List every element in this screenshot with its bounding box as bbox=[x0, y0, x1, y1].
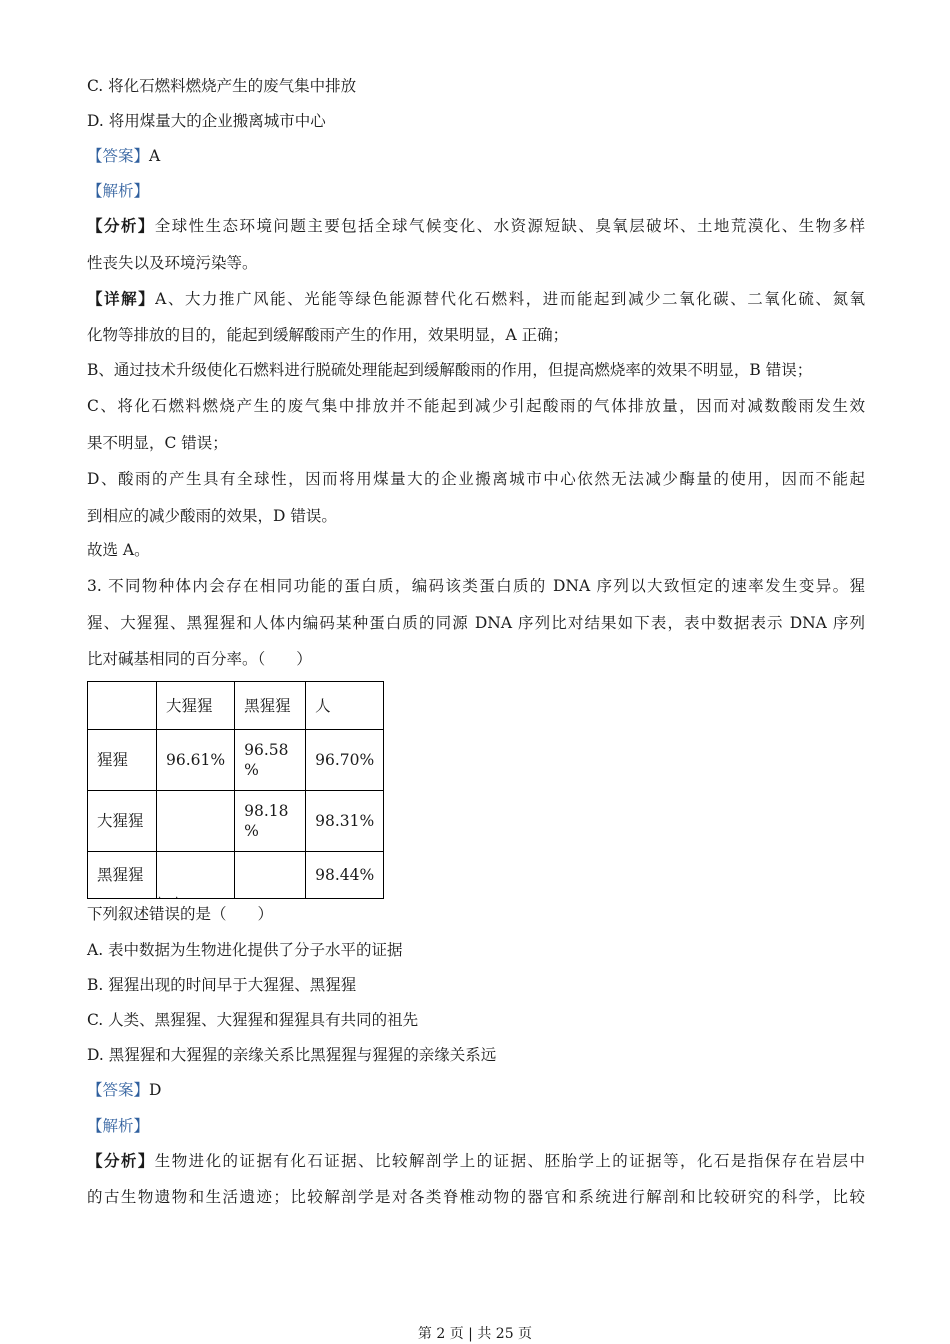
analysis-tag: 【解析】 bbox=[87, 182, 150, 200]
dna-comparison-table bbox=[87, 681, 384, 899]
q3-stem-line2: 猩、大猩猩、黑猩猩和人体内编码某种蛋白质的同源 DNA 序列比对结果如下表，表中数据表示 DNA 序列 bbox=[87, 614, 865, 632]
answer-value: A bbox=[149, 147, 161, 165]
table-header-cell: 人 bbox=[306, 682, 384, 730]
q2-answer bbox=[87, 145, 865, 167]
q3-fenxi-line2: 的古生物遗物和生活遗迹；比较解剖学是对各类脊椎动物的器官和系统进行解剖和比较研究的科学，比较 bbox=[87, 1188, 865, 1206]
page-footer: 第 2 页 | 共 25 页 bbox=[417, 1326, 533, 1342]
table-cell: 98.44% bbox=[306, 852, 384, 899]
q2-xiangjie-line2: 化物等排放的目的，能起到缓解酸雨产生的作用，效果明显，A 正确； bbox=[87, 326, 569, 344]
table-cell: 98.18 % bbox=[235, 791, 306, 852]
answer-tag: 【答案】 bbox=[87, 1081, 150, 1099]
q3-fenxi-line1 bbox=[87, 1150, 865, 1172]
table-cell bbox=[235, 852, 306, 899]
table-cell: 96.70% bbox=[306, 730, 384, 791]
xiangjie-tag: 【详解】 bbox=[87, 289, 156, 308]
table-row bbox=[88, 852, 384, 899]
table-header-cell bbox=[88, 682, 157, 730]
q2-xiangjie-line1 bbox=[87, 288, 865, 310]
q2-fenxi-line2: 性丧失以及环境污染等。 bbox=[87, 254, 258, 272]
q3-stem-line3: 比对碱基相同的百分率。（ ） bbox=[87, 650, 312, 668]
table-header-cell: 黑猩猩 bbox=[235, 682, 306, 730]
table-header-row bbox=[88, 682, 384, 730]
q2-c-line2: 果不明显，C 错误； bbox=[87, 434, 228, 452]
q2-conclusion: 故选 A。 bbox=[87, 541, 150, 559]
fenxi-text: 生物进化的证据有化石证据、比较解剖学上的证据、胚胎学上的证据等，化石是指保存在岩层中 bbox=[154, 1152, 865, 1170]
fenxi-tag: 【分析】 bbox=[87, 1151, 155, 1170]
q3-analysis-heading bbox=[87, 1115, 865, 1137]
question-suffix: 的是（ ） bbox=[180, 905, 274, 923]
table-cell: 98.31% bbox=[306, 791, 384, 852]
table-cell: 96.58 % bbox=[235, 730, 306, 791]
q2-d-line2: 到相应的减少酸雨的效果，D 错误。 bbox=[87, 507, 337, 525]
table-cell bbox=[157, 791, 235, 852]
xiangjie-text: A、大力推广风能、光能等绿色能源替代化石燃料，进而能起到减少二氧化碳、二氧化硫、氮氧 bbox=[155, 290, 865, 308]
q3-option-c: C. 人类、黑猩猩、大猩猩和猩猩具有共同的祖先 bbox=[87, 1011, 419, 1029]
q2-d-line1: D、酸雨的产生具有全球性，因而将用煤量大的企业搬离城市中心依然无法减少酶量的使用，因而不能起 bbox=[87, 470, 865, 488]
table-cell: 大猩猩 bbox=[88, 791, 157, 852]
table-cell: 96.61% bbox=[157, 730, 235, 791]
table-row bbox=[88, 730, 384, 791]
q2-option-d: D. 将用煤量大的企业搬离城市中心 bbox=[87, 112, 326, 130]
q3-option-b: B. 猩猩出现的时间早于大猩猩、黑猩猩 bbox=[87, 976, 357, 994]
table-cell: 猩猩 bbox=[88, 730, 157, 791]
table-header-cell: 大猩猩 bbox=[157, 682, 235, 730]
q3-answer bbox=[87, 1079, 865, 1101]
answer-value: D bbox=[149, 1081, 162, 1099]
analysis-tag: 【解析】 bbox=[87, 1117, 150, 1135]
q2-option-c: C. 将化石燃料燃烧产生的废气集中排放 bbox=[87, 77, 357, 95]
q3-option-a: A. 表中数据为生物进化提供了分子水平的证据 bbox=[87, 941, 403, 959]
question-emphasis: 错误 bbox=[149, 905, 181, 923]
q3-stem-line1: 3. 不同物种体内会存在相同功能的蛋白质，编码该类蛋白质的 DNA 序列以大致恒定的速率发生变异。猩 bbox=[87, 577, 865, 595]
question-prefix: 下列叙述 bbox=[87, 905, 150, 923]
q3-option-d: D. 黑猩猩和大猩猩的亲缘关系比黑猩猩与猩猩的亲缘关系远 bbox=[87, 1046, 497, 1064]
answer-tag: 【答案】 bbox=[87, 147, 150, 165]
q2-fenxi-line1 bbox=[87, 215, 865, 237]
table-row bbox=[88, 791, 384, 852]
emphasis-dots-icon: ·· bbox=[158, 893, 193, 904]
table-cell bbox=[157, 852, 235, 899]
fenxi-text: 全球性生态环境问题主要包括全球气候变化、水资源短缺、臭氧层破坏、土地荒漠化、生物多样 bbox=[154, 217, 865, 235]
q2-b-line: B、通过技术升级使化石燃料进行脱硫处理能起到缓解酸雨的作用，但提高燃烧率的效果不明显，B 错误； bbox=[87, 361, 813, 379]
q2-analysis-heading bbox=[87, 180, 865, 202]
q3-question bbox=[87, 903, 865, 925]
q2-c-line1: C、将化石燃料燃烧产生的废气集中排放并不能起到减少引起酸雨的气体排放量，因而对减数酸雨发生效 bbox=[87, 397, 865, 415]
table-cell: 黑猩猩 bbox=[88, 852, 157, 899]
fenxi-tag: 【分析】 bbox=[87, 216, 155, 235]
